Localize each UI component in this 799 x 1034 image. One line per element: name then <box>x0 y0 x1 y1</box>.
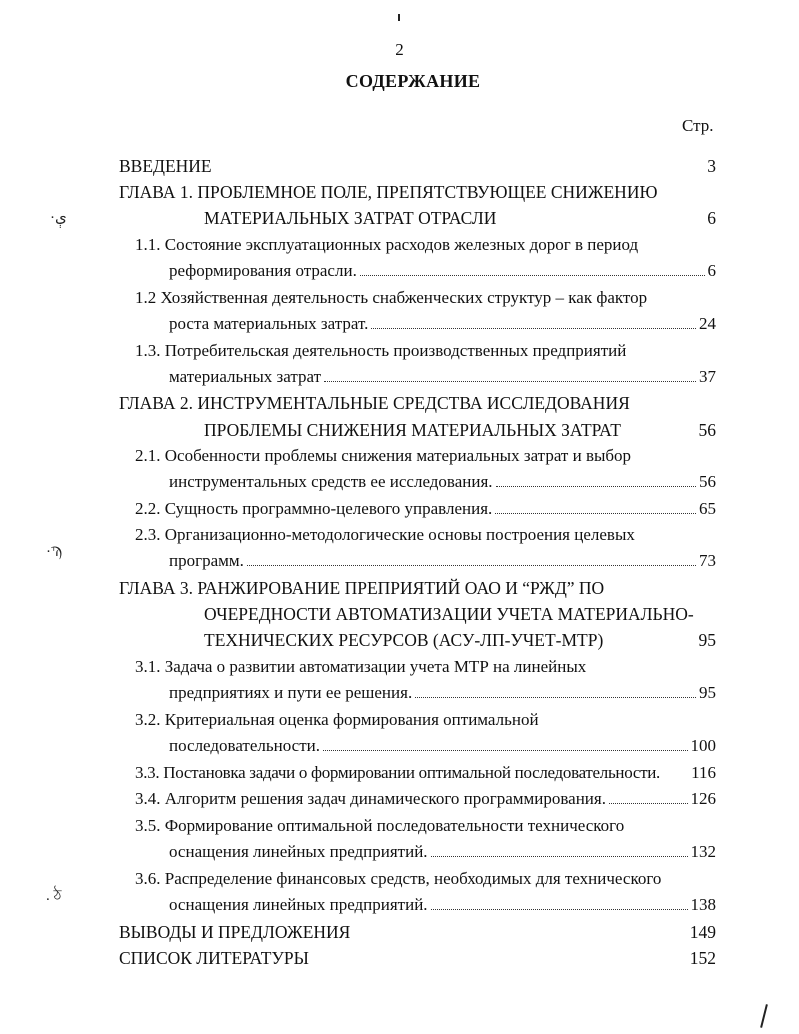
toc-entry-text: 3.4. Алгоритм решения задач динамического программирования. <box>135 789 606 808</box>
dot-leader <box>323 750 688 751</box>
toc-section-3-5-line-1[interactable] <box>135 813 624 839</box>
toc-entry-text: 3.3. Постановка задачи о формировании оптимальной последовательности. <box>135 763 660 782</box>
toc-entry-page: 6 <box>707 208 716 228</box>
toc-section-2-2[interactable] <box>135 496 716 522</box>
toc-entry-text: СПИСОК ЛИТЕРАТУРЫ <box>119 948 309 968</box>
toc-section-1-2-line-2[interactable] <box>169 311 716 337</box>
toc-entry-page: 56 <box>698 420 716 440</box>
toc-entry-text: 3.1. Задача о развитии автоматизации учета МТР на линейных <box>135 657 587 676</box>
toc-entry-page: 100 <box>690 736 716 755</box>
toc-entry-text: 3.2. Критериальная оценка формирования оптимальной <box>135 710 539 729</box>
toc-entry-page: 116 <box>691 763 716 782</box>
scan-artifact-left-3: . ঠ <box>46 888 62 904</box>
toc-entry-text: ГЛАВА 3. РАНЖИРОВАНИЕ ПРЕПРИЯТИЙ ОАО И “РЖД” ПО <box>119 578 605 598</box>
toc-entry-page: 3 <box>707 156 716 176</box>
toc-section-3-1-line-1[interactable] <box>135 654 586 680</box>
toc-chapter-3-line-3[interactable] <box>204 627 716 653</box>
toc-section-3-5-line-2[interactable] <box>169 839 716 865</box>
toc-section-2-1-line-2[interactable] <box>169 469 716 495</box>
dot-leader <box>431 856 688 857</box>
toc-section-2-3-line-2[interactable] <box>169 548 716 574</box>
toc-entry-page: 56 <box>699 472 716 491</box>
toc-chapter-3-line-2[interactable] <box>204 601 694 627</box>
page-column-label: Стр. <box>682 116 714 135</box>
toc-section-2-1-line-1[interactable] <box>135 443 631 469</box>
toc-section-2-3-line-1[interactable] <box>135 522 635 548</box>
toc-chapter-2-line-2[interactable] <box>204 417 716 443</box>
toc-entry-text: предприятиях и пути ее решения. <box>169 683 413 702</box>
toc-entry-text: оснащения линейных предприятий. <box>169 895 428 914</box>
toc-chapter-3-line-1[interactable] <box>119 575 604 601</box>
toc-section-3-2-line-1[interactable] <box>135 707 539 733</box>
toc-entry-text: ГЛАВА 2. ИНСТРУМЕНТАЛЬНЫЕ СРЕДСТВА ИССЛЕДОВАНИЯ <box>119 393 630 413</box>
dot-leader <box>496 486 696 487</box>
toc-chapter-2-line-1[interactable] <box>119 390 630 416</box>
toc-entry-text: ВЫВОДЫ И ПРЕДЛОЖЕНИЯ <box>119 922 351 942</box>
toc-entry-page: 37 <box>699 367 716 386</box>
toc-section-3-2-line-2[interactable] <box>169 733 716 759</box>
toc-entry-text: программ. <box>169 551 244 570</box>
scan-artifact-bottom-right <box>760 1004 768 1028</box>
toc-entry-text: 2.2. Сущность программно-целевого управления. <box>135 499 493 518</box>
toc-entry-text: ПРОБЛЕМЫ СНИЖЕНИЯ МАТЕРИАЛЬНЫХ ЗАТРАТ <box>204 420 621 440</box>
toc-entry-text: роста материальных затрат. <box>169 314 369 333</box>
dot-leader <box>371 328 696 329</box>
dot-leader <box>431 909 688 910</box>
toc-section-3-1-line-2[interactable] <box>169 680 716 706</box>
toc-section-1-2-line-1[interactable] <box>135 285 647 311</box>
toc-entry-page: 95 <box>699 683 716 702</box>
toc-chapter-1-line-1[interactable] <box>119 179 657 205</box>
dot-leader <box>609 803 688 804</box>
toc-section-1-3-line-1[interactable] <box>135 338 626 364</box>
toc-entry-text: 1.2 Хозяйственная деятельность снабженческих структур – как фактор <box>135 288 648 307</box>
toc-entry-page: 152 <box>689 948 716 968</box>
toc-entry-page: 132 <box>690 842 716 861</box>
toc-section-1-1-line-1[interactable] <box>135 232 638 258</box>
toc-entry-text: ТЕХНИЧЕСКИХ РЕСУРСОВ (АСУ-ЛП-УЧЕТ-МТР) <box>204 630 604 650</box>
toc-entry-text: ГЛАВА 1. ПРОБЛЕМНОЕ ПОЛЕ, ПРЕПЯТСТВУЮЩЕЕ СНИЖЕНИЮ <box>119 182 658 202</box>
toc-section-3-3[interactable] <box>135 760 716 786</box>
toc-section-3-6-line-2[interactable] <box>169 892 716 918</box>
page-number: 2 <box>395 40 404 59</box>
toc-section-3-4[interactable] <box>135 786 716 812</box>
toc-entry-text: МАТЕРИАЛЬНЫХ ЗАТРАТ ОТРАСЛИ <box>204 208 497 228</box>
toc-entry-text: реформирования отрасли. <box>169 261 357 280</box>
toc-entry-page: 24 <box>699 314 716 333</box>
toc-entry-text: 2.1. Особенности проблемы снижения материальных затрат и выбор <box>135 446 632 465</box>
toc-entry-text: оснащения линейных предприятий. <box>169 842 428 861</box>
toc-entry-page: 95 <box>698 630 716 650</box>
dot-leader <box>360 275 705 276</box>
toc-entry-page: 149 <box>689 922 716 942</box>
toc-entry-page: 138 <box>690 895 716 914</box>
toc-entry-text: ВВЕДЕНИЕ <box>119 156 212 176</box>
toc-entry-text: инструментальных средств ее исследования. <box>169 472 493 491</box>
page-title: СОДЕРЖАНИЕ <box>345 71 481 91</box>
toc-entry-page: 126 <box>690 789 716 808</box>
scan-artifact-top <box>398 14 400 21</box>
toc-section-1-1-line-2[interactable] <box>169 258 716 284</box>
toc-entry-text: 3.5. Формирование оптимальной последовательности технического <box>135 816 625 835</box>
toc-entry-text: 3.6. Распределение финансовых средств, необходимых для технического <box>135 869 662 888</box>
toc-section-1-3-line-2[interactable] <box>169 364 716 390</box>
scan-artifact-left-1: ·ﯤ <box>50 210 67 226</box>
toc-entry-text: материальных затрат <box>169 367 322 386</box>
toc-entry-text: 2.3. Организационно-методологические основы построения целевых <box>135 525 635 544</box>
dot-leader <box>495 513 696 514</box>
toc-entry-text: последовательности. <box>169 736 320 755</box>
toc-entry-page: 73 <box>699 551 716 570</box>
toc-entry-page: 65 <box>699 499 716 518</box>
toc-entry-text: ОЧЕРЕДНОСТИ АВТОМАТИЗАЦИИ УЧЕТА МАТЕРИАЛЬНО- <box>204 604 694 624</box>
toc-entry-references[interactable] <box>119 945 716 971</box>
toc-section-3-6-line-1[interactable] <box>135 866 661 892</box>
scan-artifact-left-2: ·Ϡ <box>46 544 62 560</box>
dot-leader <box>415 697 696 698</box>
toc-entry-page: 6 <box>707 261 716 280</box>
toc-entry-text: 1.1. Состояние эксплуатационных расходов железных дорог в период <box>135 235 639 254</box>
toc-chapter-1-line-2[interactable] <box>204 205 716 231</box>
dot-leader <box>324 381 696 382</box>
toc-entry-text: 1.3. Потребительская деятельность производственных предприятий <box>135 341 627 360</box>
toc-entry-conclusions[interactable] <box>119 919 716 945</box>
toc-entry-intro[interactable] <box>119 153 716 179</box>
dot-leader <box>247 565 696 566</box>
